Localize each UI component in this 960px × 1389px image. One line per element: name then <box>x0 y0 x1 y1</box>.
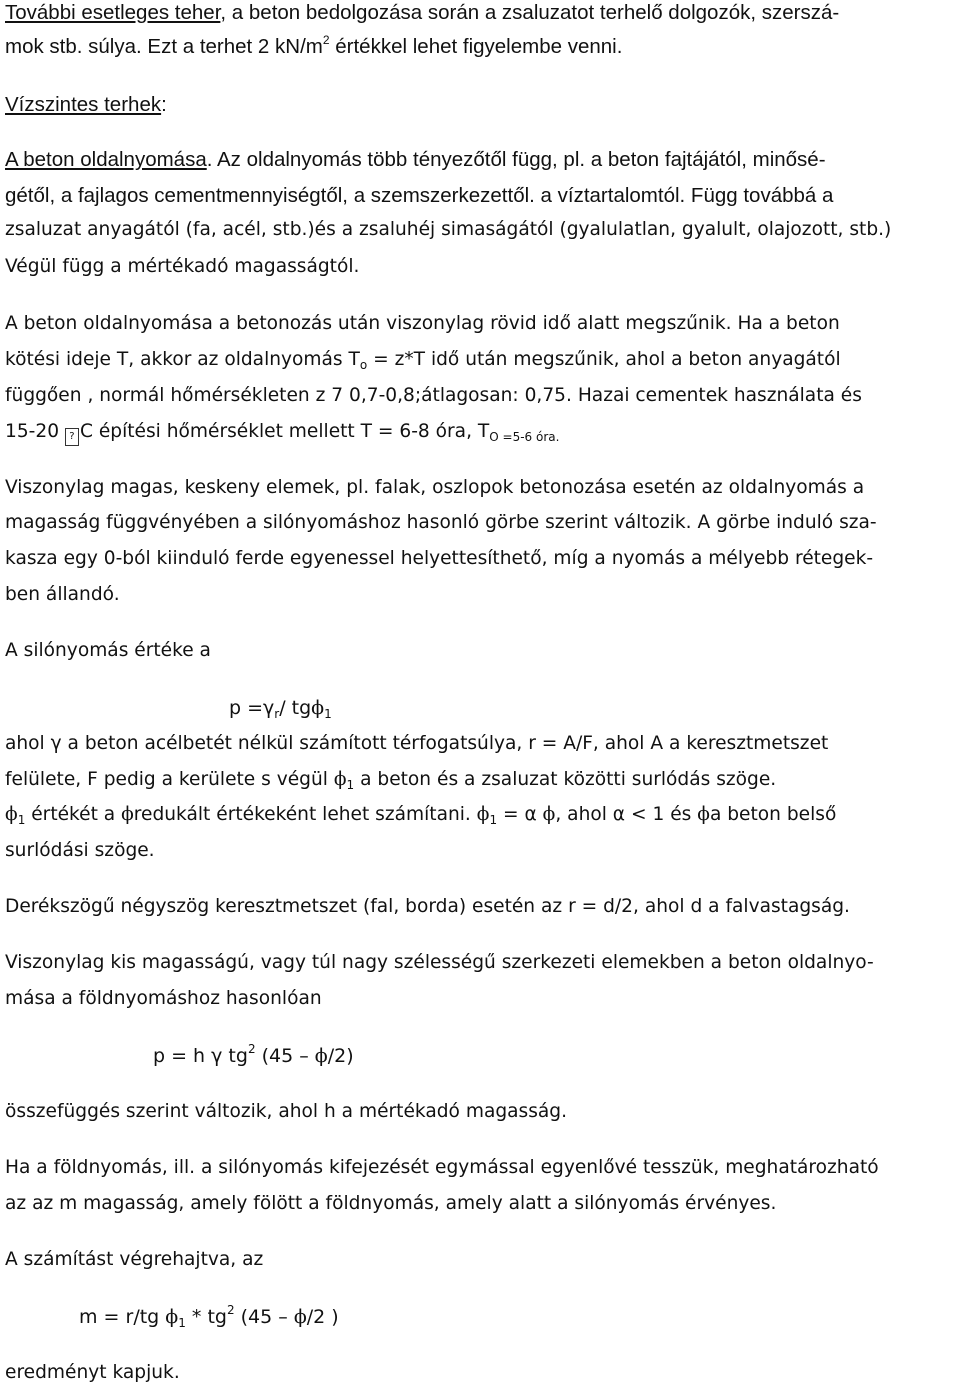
phi-symbol: ϕ <box>165 1306 179 1328</box>
text-run: . Az oldalnyomás több tényezőtől függ, pl. a beton fajtájától, minősé- <box>206 148 826 171</box>
heading-text: Vízszintes terhek <box>5 93 162 116</box>
phi-symbol: ϕ <box>314 1045 328 1067</box>
subscript: 1 <box>346 778 355 792</box>
subscript: 1 <box>489 813 498 827</box>
text-run: p =γ <box>229 697 275 719</box>
text-run: p = h γ tg <box>153 1045 248 1067</box>
phi-symbol: ϕ <box>697 804 710 825</box>
underlined-term: További esetleges teher <box>5 1 221 24</box>
subscript: 1 <box>178 1316 186 1330</box>
text-line <box>5 767 776 793</box>
phi-symbol: ϕ <box>311 697 325 719</box>
phi-symbol: ϕ <box>476 804 490 825</box>
text-run: mok stb. súlya. Ezt a terhet 2 kN/m <box>5 35 323 58</box>
text-line: ben állandó. <box>5 584 120 605</box>
line-side-pressure <box>5 147 826 173</box>
text-line: Viszonylag kis magasságú, vagy túl nagy szélességű szerkezeti elemekben a beton oldalnyo- <box>5 952 874 973</box>
text-line: Végül függ a mértékadó magasságtól. <box>5 256 360 277</box>
text-run: /2 ) <box>306 1306 339 1328</box>
text-run: : <box>161 93 167 116</box>
phi-symbol: ϕ <box>333 769 347 790</box>
text-run: C építési hőmérséklet mellett T = 6-8 óra, T <box>79 421 490 442</box>
text-line: A számítást végrehajtva, az <box>5 1249 264 1270</box>
subscript: r <box>274 707 280 721</box>
text-run: , ahol α < 1 és <box>555 804 698 825</box>
text-run: kötési ideje T, akkor az oldalnyomás T <box>5 349 360 370</box>
phi-symbol: ϕ <box>542 804 556 825</box>
subscript: 1 <box>17 813 26 827</box>
subscript: O =5-6 óra. <box>489 430 560 444</box>
text-run: (45 – <box>234 1306 294 1328</box>
phi-symbol: ϕ <box>121 804 134 825</box>
text-line: kasza egy 0-ból kiinduló ferde egyenessel helyettesíthető, míg a nyomás a mélyebb rétegek- <box>5 548 874 569</box>
line-additional-load <box>5 0 839 26</box>
text-run: * tg <box>185 1306 227 1328</box>
text-run: 15-20 <box>5 421 65 442</box>
text-line <box>5 347 841 373</box>
text-line <box>5 802 836 828</box>
text-run: értékkel lehet figyelembe venni. <box>329 35 623 58</box>
text-run: = α <box>497 804 543 825</box>
equation-silo-pressure <box>229 695 332 721</box>
underlined-term: A beton oldalnyomása <box>5 148 207 171</box>
text-line: Derékszögű négyszög keresztmetszet (fal, borda) esetén az r = d/2, ahol d a falvastagság. <box>5 896 850 917</box>
text-line: ahol γ a beton acélbetét nélkül számított térfogatsúlya, r = A/F, ahol A a keresztmetszet <box>5 733 829 754</box>
text-line: Ha a földnyomás, ill. a silónyomás kifejezését egymással egyenlővé tesszük, meghatározható <box>5 1157 879 1178</box>
text-line: eredményt kapjuk. <box>5 1362 180 1383</box>
equation-height-m <box>79 1304 339 1330</box>
text-run: = z*T idő után megszűnik, ahol a beton anyagától <box>367 349 841 370</box>
phi-symbol: ϕ <box>5 804 18 825</box>
text-run: / tg <box>279 697 312 719</box>
text-run: (45 – <box>255 1045 315 1067</box>
text-line: A silónyomás értéke a <box>5 640 211 661</box>
superscript: 2 <box>226 1303 235 1317</box>
missing-glyph-box: ? <box>65 428 79 446</box>
phi-symbol: ϕ <box>293 1306 307 1328</box>
text-line: zsaluzat anyagától (fa, acél, stb.)és a zsaluhéj simaságától (gyalulatlan, gyalult, olajozott, stb.) <box>5 219 892 240</box>
superscript: 2 <box>322 33 330 47</box>
subscript: o <box>359 358 368 372</box>
text-line: mása a földnyomáshoz hasonlóan <box>5 988 322 1009</box>
text-run: a beton belső <box>709 804 837 825</box>
text-line: gétől, a fajlagos cementmennyiségtől, a szemszerkezettől. a víztartalomtól. Függ továbbá a <box>5 184 834 207</box>
text-run: redukált értékeként lehet számítani. <box>133 804 477 825</box>
heading-horizontal-loads <box>5 92 167 118</box>
text-line: Viszonylag magas, keskeny elemek, pl. falak, oszlopok betonozása esetén az oldalnyomás a <box>5 477 865 498</box>
text-run: értékét a <box>25 804 122 825</box>
text-run: felülete, F pedig a kerülete s végül <box>5 769 334 790</box>
text-line: surlódási szöge. <box>5 840 155 861</box>
text-run: a beton és a zsaluzat közötti surlódás szöge. <box>354 769 777 790</box>
text-run: m = r/tg <box>79 1306 166 1328</box>
text-run: , a beton bedolgozása során a zsaluzatot terhelő dolgozók, szerszá- <box>220 1 840 24</box>
text-line: magasság függvényében a silónyomáshoz hasonló görbe szerint változik. A görbe induló sza- <box>5 512 877 533</box>
line-load-value <box>5 34 622 60</box>
text-line: függően , normál hőmérsékleten z 7 0,7-0,8;átlagosan: 0,75. Hazai cementek használata és <box>5 385 862 406</box>
subscript: 1 <box>324 707 332 721</box>
text-line: A beton oldalnyomása a betonozás után viszonylag rövid idő alatt megszűnik. Ha a beton <box>5 313 840 334</box>
text-line: az az m magasság, amely fölött a földnyomás, amely alatt a silónyomás érvényes. <box>5 1193 777 1214</box>
text-run: /2) <box>327 1045 354 1067</box>
text-line: összefüggés szerint változik, ahol h a mértékadó magasság. <box>5 1101 568 1122</box>
equation-earth-pressure <box>153 1043 354 1069</box>
text-line <box>5 419 559 446</box>
superscript: 2 <box>247 1042 256 1056</box>
